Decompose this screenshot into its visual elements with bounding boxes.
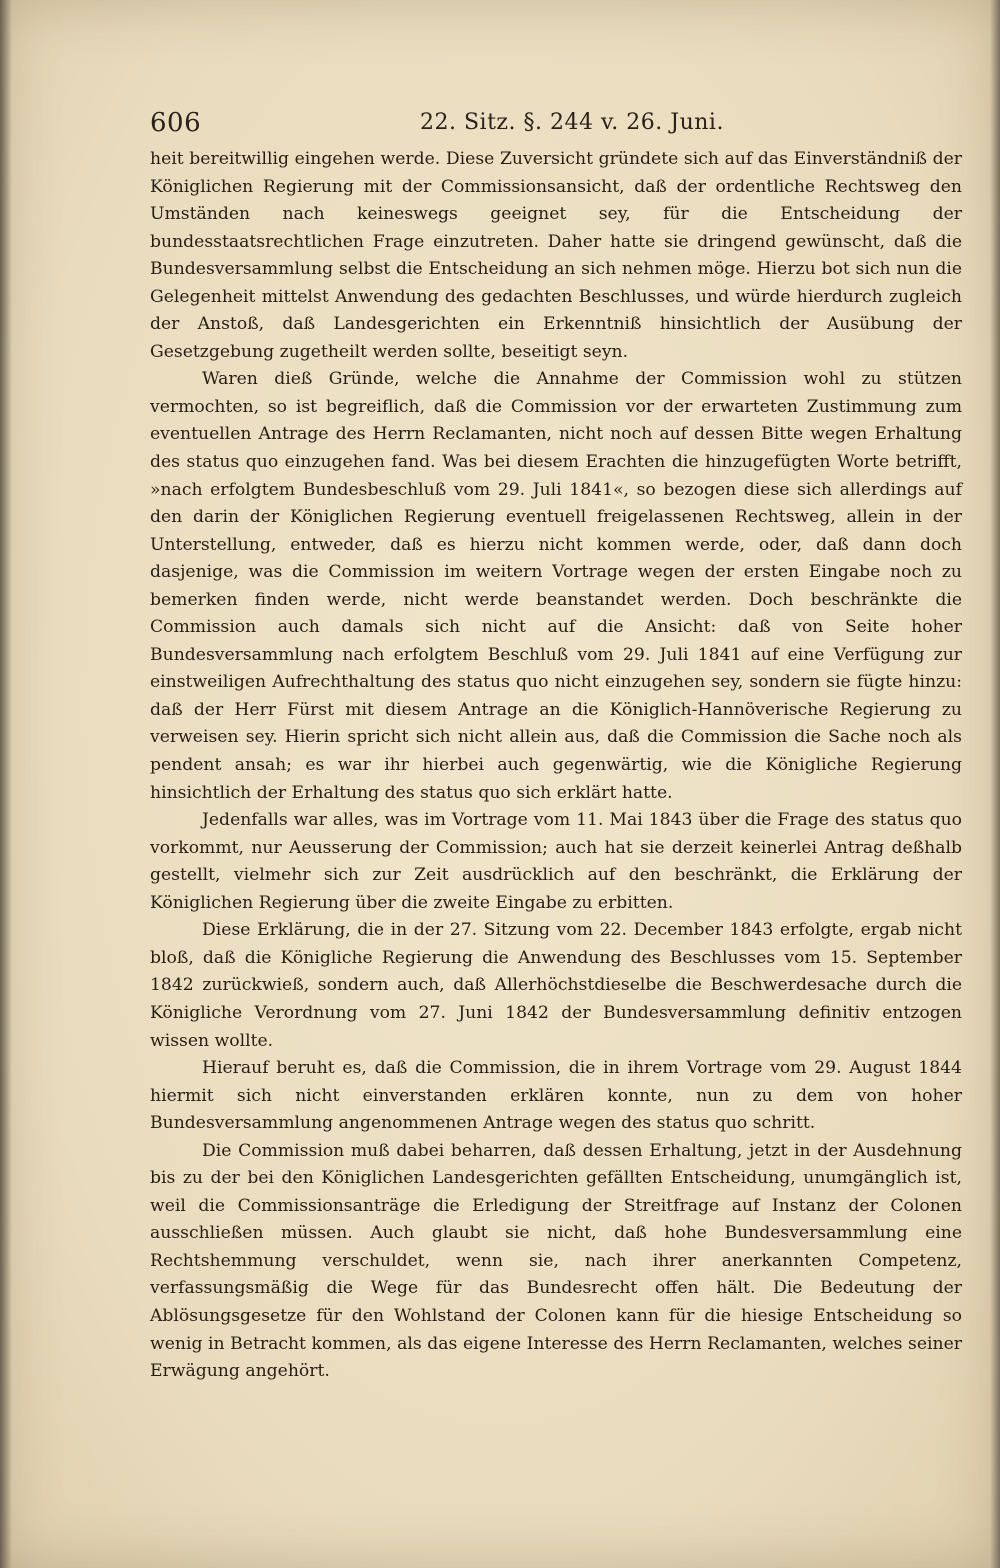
page-number: 606 xyxy=(150,108,202,138)
paragraph: Jedenfalls war alles, was im Vortrage vom 11. Mai 1843 über die Frage des status quo vorkommt, nur Aeusserung der Commission; auch hat sie derzeit keinerlei Antrag deßhalb gestellt, vielmehr sich zur Zeit ausdrücklich auf den beschränkt, die Erklärung der Königlichen Regierung über die zweite Eingabe zu erbitten. xyxy=(150,810,962,913)
page-edge-shadow-right xyxy=(990,0,1000,1568)
running-head: 22. Sitz. §. 244 v. 26. Juni. xyxy=(420,110,724,135)
paragraph: Hierauf beruht es, daß die Commission, die in ihrem Vortrage vom 29. August 1844 hiermit sich nicht einverstanden erklären konnte, nun zu dem von hoher Bundesversammlung angenommenen Antrage wegen des status quo schritt. xyxy=(150,1058,962,1134)
paragraph: Diese Erklärung, die in der 27. Sitzung vom 22. December 1843 erfolgte, ergab nicht bloß, daß die Königliche Regierung die Anwendung des Beschlusses vom 15. September 1842 zurückwieß, sondern auch, daß Allerhöchstdieselbe die Beschwerdesache durch die Königliche Verordnung vom 27. Juni 1842 der Bundesversammlung definitiv entzogen wissen wollte. xyxy=(150,920,962,1051)
paragraph-continued: heit bereitwillig eingehen werde. Diese Zuversicht gründete sich auf das Einverständniß der Königlichen Regierung mit der Commissionsansicht, daß der ordentliche Rechtsweg den Umständen nach keineswegs geeignet sey, für die Entscheidung der bundesstaatsrechtlichen Frage einzutreten. Daher hatte sie dringend gewünscht, daß die Bundesversammlung selbst die Entscheidung an sich nehmen möge. Hierzu bot sich nun die Gelegenheit mittelst Anwendung des gedachten Beschlusses, und würde hierdurch zugleich der Anstoß, daß Landesgerichten ein Erkenntniß hinsichtlich der Ausübung der Gesetzgebung zugetheilt werden sollte, beseitigt seyn. xyxy=(150,149,962,362)
page-edge-shadow-left xyxy=(0,0,12,1568)
body-text xyxy=(150,146,962,1386)
paragraph: Waren dieß Gründe, welche die Annahme der Commission wohl zu stützen vermochten, so ist begreiflich, daß die Commission vor der erwarteten Zustimmung zum eventuellen Antrage des Herrn Reclamanten, nicht noch auf dessen Bitte wegen Erhaltung des status quo einzugehen fand. Was bei diesem Erachten die hinzugefügten Worte betrifft, »nach erfolgtem Bundesbeschluß vom 29. Juli 1841«, so bezogen diese sich allerdings auf den darin der Königlichen Regierung eventuell freigelassenen Rechtsweg, allein in der Unterstellung, entweder, daß es hierzu nicht kommen werde, oder, daß dann doch dasjenige, was die Commission im weitern Vortrage wegen der ersten Eingabe noch zu bemerken finden werde, nicht werde beanstandet werden. Doch beschränkte die Commission auch damals sich nicht auf die Ansicht: daß von Seite hoher Bundesversammlung nach erfolgtem Beschluß vom 29. Juli 1841 auf eine Verfügung zur einstweiligen Aufrechthaltung des status quo nicht einzugehen sey, sondern sie fügte hinzu: daß der Herr Fürst mit diesem Antrage an die Königlich-Hannöverische Regierung zu verweisen sey. Hierin spricht sich nicht allein aus, daß die Commission die Sache noch als pendent ansah; es war ihr hierbei auch gegenwärtig, wie die Königliche Regierung hinsichtlich der Erhaltung des status quo sich erklärt hatte. xyxy=(150,369,962,803)
page-header xyxy=(150,108,962,144)
paragraph: Die Commission muß dabei beharren, daß dessen Erhaltung, jetzt in der Ausdehnung bis zu der bei den Königlichen Landesgerichten gefällten Entscheidung, unumgänglich ist, weil die Commissionsanträge die Erledigung der Streitfrage auf Instanz der Colonen ausschließen müssen. Auch glaubt sie nicht, daß hohe Bundesversammlung eine Rechtshemmung verschuldet, wenn sie, nach ihrer anerkannten Competenz, verfassungsmäßig die Wege für das Bundesrecht offen hält. Die Bedeutung der Ablösungsgesetze für den Wohlstand der Colonen kann für die hiesige Entscheidung so wenig in Betracht kommen, als das eigene Interesse des Herrn Reclamanten, welches seiner Erwägung angehört. xyxy=(150,1140,962,1382)
